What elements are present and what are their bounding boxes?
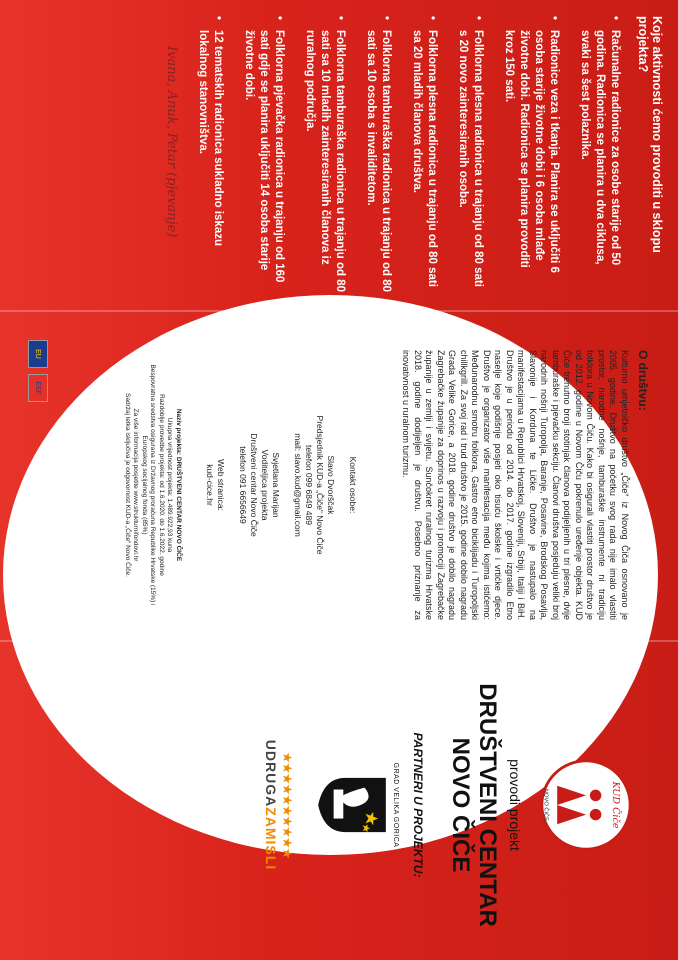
project-funding: Bespovratna sredstva osigurana iz Državnog proračuna Republike Hrvatske (15%) i Europskog socijalnog fonda (85%): [141, 364, 157, 606]
contact-name: Svjetlana Marijan: [271, 452, 281, 518]
title-line-2: NOVO ČIČE: [447, 737, 474, 873]
club-logo-place: NOVO ČIČE: [542, 788, 549, 822]
web-label: Web stranica:: [216, 459, 226, 511]
list-item: • Folklorna pjevačka radionica u trajanju od 160 sati gdje se planira uključiti 14 osoba starije životne dobi.: [241, 16, 286, 294]
partners-heading: PARTNERI U PROJEKTU:: [411, 732, 425, 878]
about-text: Kulturno umjetničko društvo „Čiče“ iz Novog Čiča osnovano je 2005. godine. Društvo na početku svog rada nije imalo vlastiti prostor, narodne nošnje, tamburaške instrumente ni tradiciju folklora u Novom Čiču. Kako bi osigurali vlastiti prostor društvo je od 2012. godine u Novom Čiču pokrenulo uređenje objekta. KUD Čiče trenutno broji stotinjak članova podijeljenih u tri plesne, dvije tamburaške i pjevačku sekciju. Članovi društva posjeduju veliki broj narodnih nošnji Turopolja, Baranje, Posavine, Brodskog Posavlja, Slavonije i Korduna te Ličke. Društvo je nastupalo na manifestacijama u Republici Hrvatskoj, Sloveniji, Srbiji, Italiji i BiH. Društvo je u periodu od 2014. do 2017. godine izgradilo Etno naselje koje godišnje posjeti oko tisuću školske i vrtićke djece. Društvo je organizator više manifestacija među kojima ističemo: Međunarodnu smotru folklora, Gastro etno biciklijadu i Turopoljski chillkgrill. Za svoj rad i trud društvo je 2015. godine dobilo nagradu Grada Velike Gorice, a 2018. godine društvo je dobilo nagradu Zagrebačke županije za doprinos u razvoju i promociji Zagrebačke županije u zemlji i svijetu. Sunčokret ruralnog turizma Hrvatske 2018. godine dodijeljen je društvu. Posebno priznanje za inovativnost u ruralnom turizmu.: [401, 350, 630, 620]
club-logo-name: KUD Čiče: [609, 781, 621, 829]
eu-flag-icon: EU: [28, 340, 48, 368]
project-name: Naziv projekta: DRUŠTVENI CENTAR NOVO ČIČE: [175, 408, 182, 562]
handwritten-note: Ivana, Anuk, Petar (pjevanje): [164, 46, 179, 238]
contact-phone: telefon 091 6656649: [238, 446, 248, 524]
list-item: • Folklorna plesna radionica u trajanju od 80 sati sa 20 mladih članova društva.: [409, 16, 439, 294]
club-logo-icon: [538, 757, 634, 853]
web-link[interactable]: kud-cice.hr: [205, 464, 215, 506]
list-item: • Folklorna tamburaška radionica u trajanju od 80 sati sa 10 mladih zainteresiranih članova iz ruralnog područja.: [302, 16, 347, 294]
list-item: • 12 tematskih radionica sukladno iskazu lokalnog stanovništva.: [195, 16, 225, 294]
title-line-1: DRUŠTVENI CENTAR: [474, 683, 501, 927]
contacts-block: [204, 350, 358, 620]
esf-logo-icon: ESF: [28, 374, 48, 402]
contact-phone: telefon 099 6849 489: [304, 445, 314, 525]
about-heading: O društvu:: [636, 350, 650, 411]
contacts-title: Kontakt osobe:: [348, 456, 358, 514]
contact-email: mail: slavo.kud@gmail.com: [293, 433, 303, 537]
activities-list: [195, 16, 622, 294]
project-info: Za više informacija posjetite www.strukturnifondovi.hr: [132, 408, 140, 562]
project-period: Razdoblje provedbe projekta: od 1.6.2020. do 1.6.2022. godine: [158, 394, 165, 576]
udruga-word-2: ZAMISLI: [263, 807, 279, 871]
project-disclaimer: Sadržaj letka isključiva je odgovornost KUD-a „Čiče“ Novo Čiče.: [124, 393, 131, 577]
funding-logos: [28, 340, 48, 402]
udruga-logo: [263, 670, 279, 940]
contact-name: Slavo Dvorščak: [326, 455, 336, 515]
activities-question: Koje aktivnosti ćemo provoditi u sklopu projekta?: [636, 16, 664, 253]
city-label: GRAD VELIKA GORICA: [392, 762, 399, 848]
about-panel: [0, 310, 678, 640]
contact-org: Društveni centar Novo Čiče: [249, 433, 259, 537]
udruga-stars-icon: ★★★★★★★★★★: [280, 751, 295, 859]
contact-role: Predsjednik KUD-a „Čiče“ Novo Čiče: [315, 415, 325, 555]
contact-role: Voditeljica projekta: [260, 449, 270, 521]
project-footer: [123, 350, 183, 620]
list-item: • Folklorna plesna radionica u trajanju od 80 sati s 20 novo zainteresiranih osoba.: [455, 16, 485, 294]
activities-panel: [0, 0, 678, 310]
project-value: Ukupna vrijednost projekta: 1.489.922,93 kuna: [166, 417, 174, 553]
udruga-word-1: UDRUGA: [263, 739, 279, 808]
provodi-text: provodi projekt: [507, 759, 523, 851]
cover-panel: [0, 640, 678, 960]
list-item: • Folklorna tamburaška radionica u trajanju od 80 sati sa 10 osoba s invaliditetom.: [363, 16, 393, 294]
project-title: [447, 670, 501, 940]
city-crest-icon: [316, 776, 388, 834]
list-item: • Radionice veza i tkanja. Planira se uključiti 6 osoba starije životne dobi i 6 osoba mlađe životne dobi. Radionica se planira provoditi kroz 150 sati.: [501, 16, 561, 294]
list-item: • Računalne radionice za osobe starije od 50 godina. Radionica se planira u dva ciklusa, svaki sa šest polaznika.: [577, 16, 622, 294]
